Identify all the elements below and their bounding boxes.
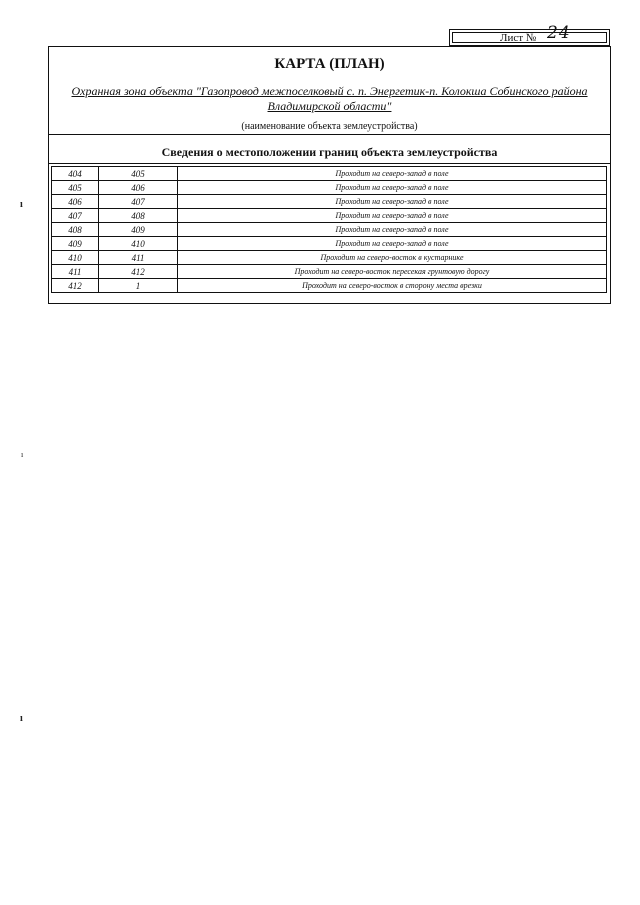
point-to: 405: [99, 167, 178, 181]
sheet-number-box: [449, 23, 610, 46]
boundary-table: [51, 166, 607, 293]
table-row: [52, 181, 607, 195]
table-row: [52, 279, 607, 293]
point-from: 405: [52, 181, 99, 195]
point-from: 411: [52, 265, 99, 279]
point-from: 407: [52, 209, 99, 223]
point-from: 409: [52, 237, 99, 251]
table-row: [52, 265, 607, 279]
boundary-description: Проходит на северо-запад в поле: [178, 167, 607, 181]
boundary-description: Проходит на северо-восток в сторону места врезки: [178, 279, 607, 293]
table-row: [52, 237, 607, 251]
table-row: [52, 223, 607, 237]
table-row: [52, 209, 607, 223]
point-to: 408: [99, 209, 178, 223]
point-from: 412: [52, 279, 99, 293]
boundary-description: Проходит на северо-запад в поле: [178, 209, 607, 223]
point-from: 408: [52, 223, 99, 237]
point-to: 409: [99, 223, 178, 237]
point-to: 407: [99, 195, 178, 209]
sheet-number: 24: [547, 23, 571, 43]
point-to: 412: [99, 265, 178, 279]
boundary-description: Проходит на северо-запад в поле: [178, 181, 607, 195]
point-to: 410: [99, 237, 178, 251]
boundary-description: Проходит на северо-запад в поле: [178, 237, 607, 251]
point-from: 410: [52, 251, 99, 265]
boundary-description: Проходит на северо-запад в поле: [178, 223, 607, 237]
point-from: 406: [52, 195, 99, 209]
page-title: КАРТА (ПЛАН): [274, 56, 385, 72]
hole-punch-mark-top: ı: [20, 199, 23, 210]
hole-punch-mark-bottom: ı: [20, 713, 23, 724]
point-from: 404: [52, 167, 99, 181]
section-divider-top: [49, 134, 610, 135]
section-divider-bottom: [49, 163, 610, 164]
point-to: 406: [99, 181, 178, 195]
object-name: Охранная зона объекта "Газопровод межпоселковый с. п. Энергетик-п. Колокша Собинского района Владимирской области": [71, 84, 588, 113]
hole-punch-mark-middle: ı: [21, 450, 24, 459]
object-caption: (наименование объекта землеустройства): [241, 121, 418, 132]
point-to: 1: [99, 279, 178, 293]
boundary-description: Проходит на северо-запад в поле: [178, 195, 607, 209]
section-title: Сведения о местоположении границ объекта землеустройства: [161, 145, 498, 159]
table-row: [52, 195, 607, 209]
map-plan-frame: [48, 46, 611, 304]
boundary-description: Проходит на северо-восток пересекая грунтовую дорогу: [178, 265, 607, 279]
boundary-description: Проходит на северо-восток в кустарнике: [178, 251, 607, 265]
table-row: [52, 167, 607, 181]
sheet-label: Лист №: [500, 32, 537, 44]
point-to: 411: [99, 251, 178, 265]
sheet-number-inner: [452, 23, 607, 44]
table-row: [52, 251, 607, 265]
